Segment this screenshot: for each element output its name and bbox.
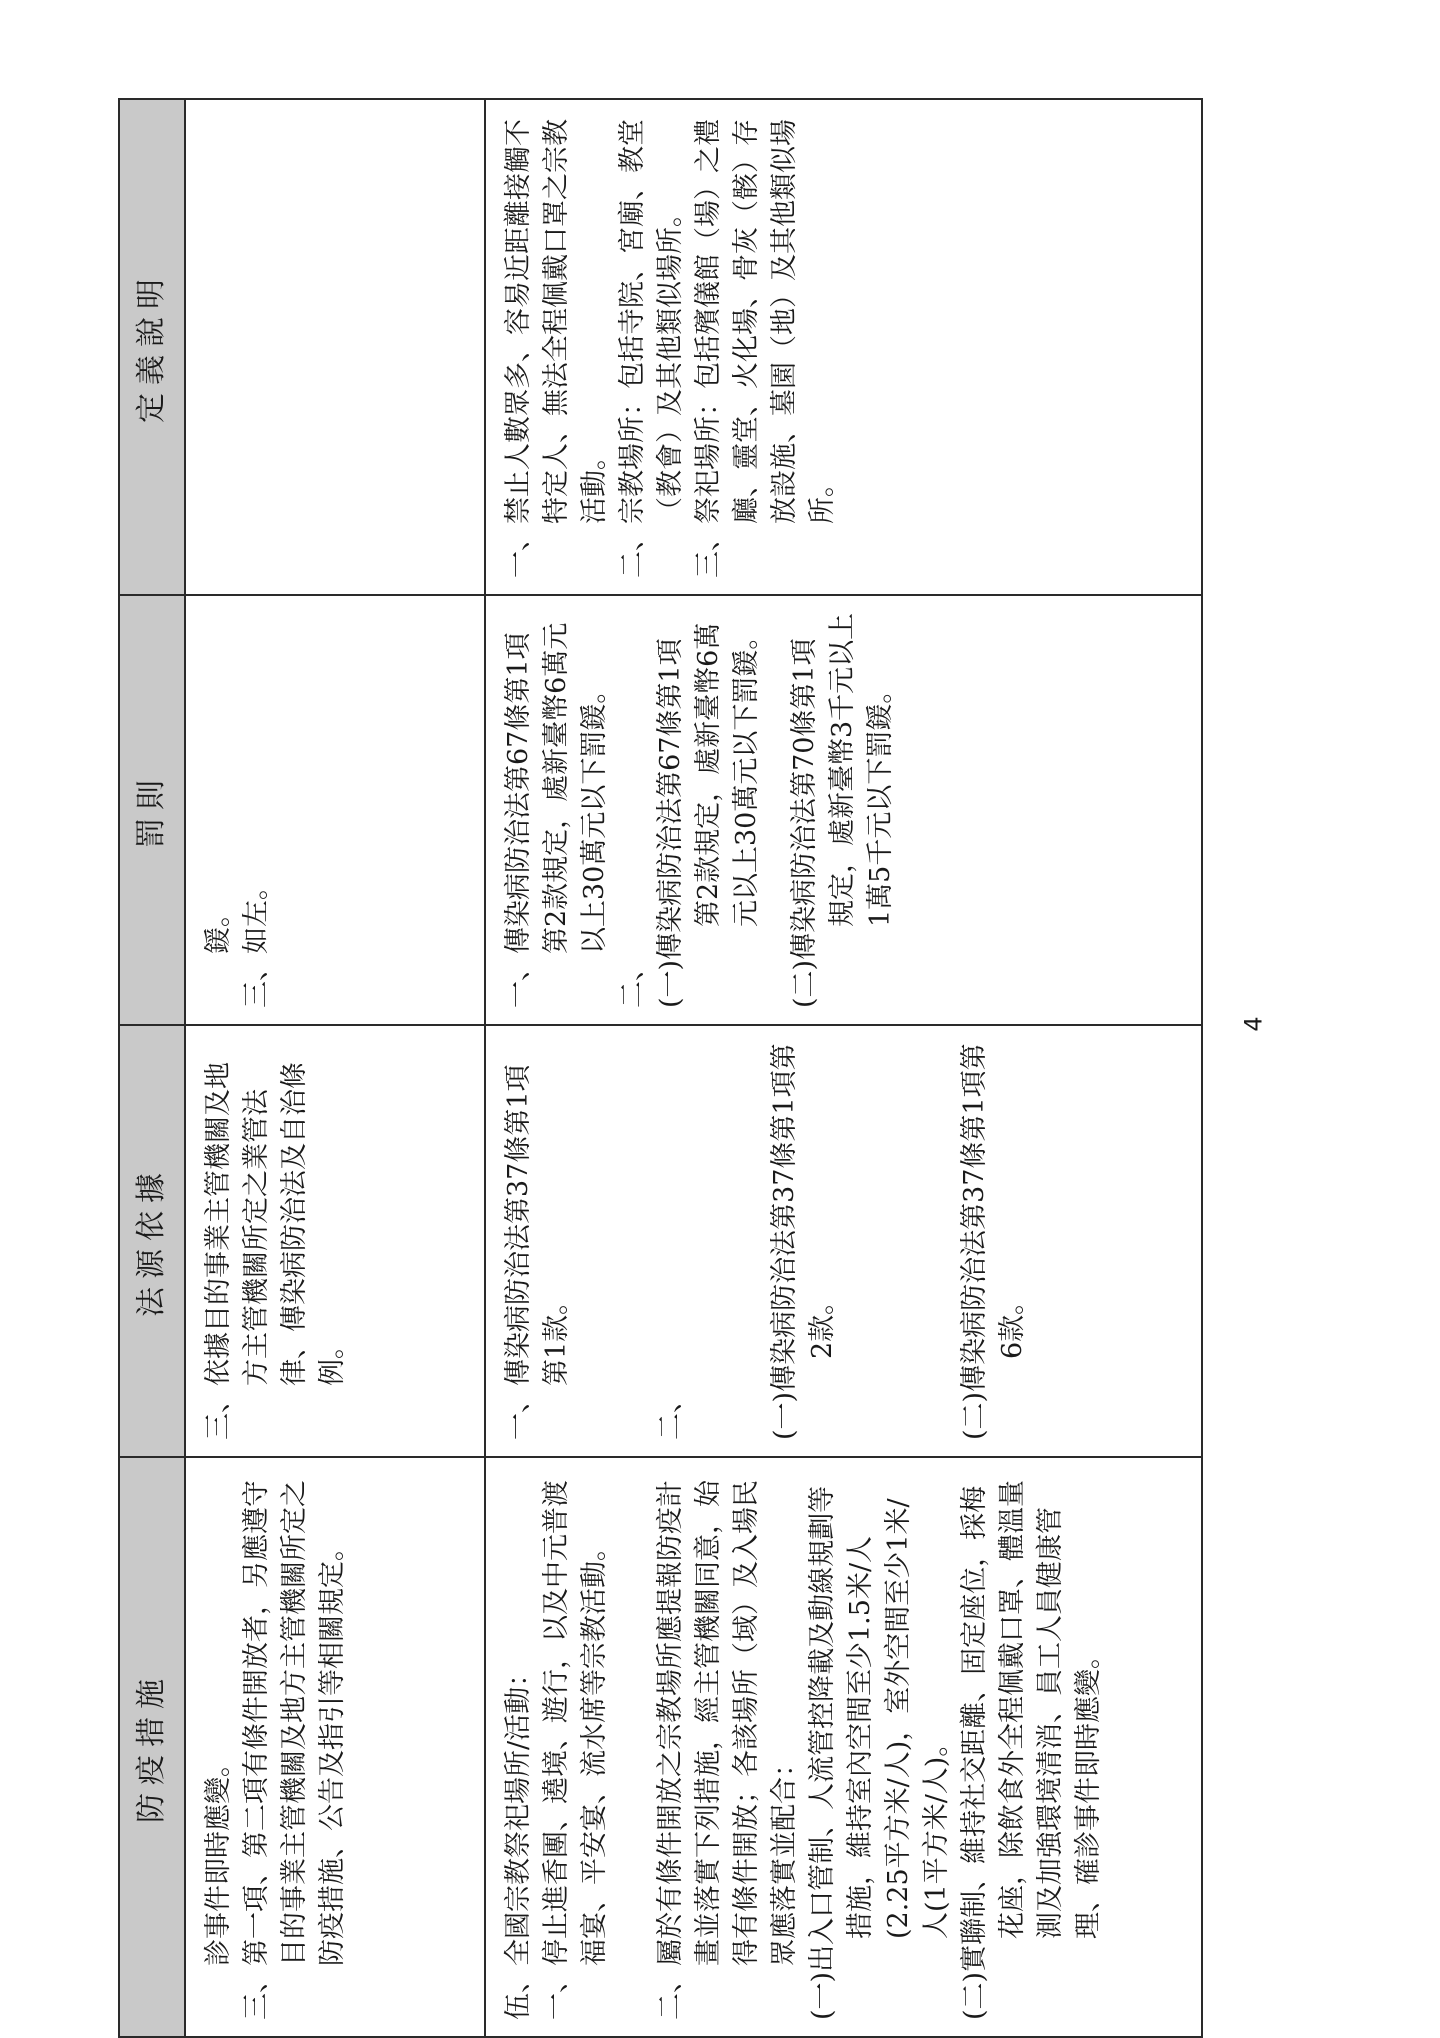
header-measures: 防疫措施 xyxy=(119,1457,185,2037)
cell-definition-top xyxy=(185,99,485,595)
definition-item-3: 三、祭祀場所：包括殯儀館（場）之禮廳、靈堂、火化場、骨灰（骸）存放設施、墓園（地）及其他類似場所。 xyxy=(693,119,838,578)
regulation-table xyxy=(118,98,1203,2038)
cell-measures-bottom xyxy=(485,1457,1202,2037)
penalty-continued: 鍰。 xyxy=(203,900,234,954)
legal-item-1: 一、傳染病防治法第37條第1項第1款。 xyxy=(503,1064,572,1440)
definition-item-2: 二、宗教場所：包括寺院、宮廟、教堂（教會）及其他類似場所。 xyxy=(617,119,686,578)
legal-item-2-2: (二)傳染病防治法第37條第1項第6款。 xyxy=(959,1043,1028,1440)
measures-item-2-2: (二)實聯制、維持社交距離、固定座位，採梅花座，除飲食外全程佩戴口罩、體溫量測及加強環境清消、員工人員健康管理、確診事件即時應變。 xyxy=(959,1480,1104,2020)
cell-definition-bottom xyxy=(485,99,1202,595)
measures-item-3: 三、第一項、第二項有條件開放者，另應遵守目的事業主管機關及地方主管機關所定之防疫措施、公告及指引等相關規定。 xyxy=(241,1480,348,2020)
cell-legal-top xyxy=(185,1025,485,1457)
cell-measures-top xyxy=(185,1457,485,2037)
cell-legal-bottom xyxy=(485,1025,1202,1457)
measures-item-2-1: (一)出入口管制、人流管控降載及動線規劃等措施，維持室內空間至少1.5米/人(2.25平方米/人)，室外空間至少1米/人(1平方米/人)。 xyxy=(807,1485,952,2020)
page-number: 4 xyxy=(1239,1016,1268,1032)
table-row-top xyxy=(185,99,485,2037)
legal-item-2: 二、 xyxy=(655,1386,686,1440)
header-penalty: 罰則 xyxy=(119,595,185,1025)
legal-item-3: 三、依據目的事業主管機關及地方主管機關所定之業管法律、傳染病防治法及自治條例。 xyxy=(203,1062,348,1440)
penalty-item-2: 二、 xyxy=(617,954,648,1008)
penalty-item-1: 一、傳染病防治法第67條第1項第2款規定，處新臺幣6萬元以上30萬元以下罰鍰。 xyxy=(503,622,610,1008)
rotated-table-wrapper xyxy=(118,100,1203,2038)
table-row-bottom xyxy=(485,99,1202,2037)
legal-item-2-1: (一)傳染病防治法第37條第1項第2款。 xyxy=(769,1043,838,1440)
header-legal-basis: 法源依據 xyxy=(119,1025,185,1457)
definition-item-1: 一、禁止人數眾多、容易近距離接觸不特定人、無法全程佩戴口罩之宗教活動。 xyxy=(503,119,610,578)
penalty-item-3: 三、如左。 xyxy=(241,873,272,1008)
header-definition: 定義說明 xyxy=(119,99,185,595)
measures-item-1: 一、停止進香團、遶境、遊行，以及中元普渡福宴、平安宴、流水席等宗教活動。 xyxy=(541,1480,610,2020)
penalty-item-2-1: (一)傳染病防治法第67條第1項第2款規定，處新臺幣6萬元以上30萬元以下罰鍰。 xyxy=(655,622,762,1008)
header-row xyxy=(119,99,185,2037)
cell-penalty-top xyxy=(185,595,485,1025)
cell-penalty-bottom xyxy=(485,595,1202,1025)
measures-section-title: 伍、全國宗教祭祀場所/活動： xyxy=(503,1659,534,2020)
measures-item-2: 二、屬於有條件開放之宗教場所應提報防疫計畫並落實下列措施，經主管機關同意，始得有條件開放；各該場所（域）及入場民眾應落實並配合： xyxy=(655,1480,800,2020)
penalty-item-2-2: (二)傳染病防治法第70條第1項規定，處新臺幣3千元以上1萬5千元以下罰鍰。 xyxy=(789,612,896,1008)
measures-continued: 診事件即時應變。 xyxy=(203,1750,234,1966)
